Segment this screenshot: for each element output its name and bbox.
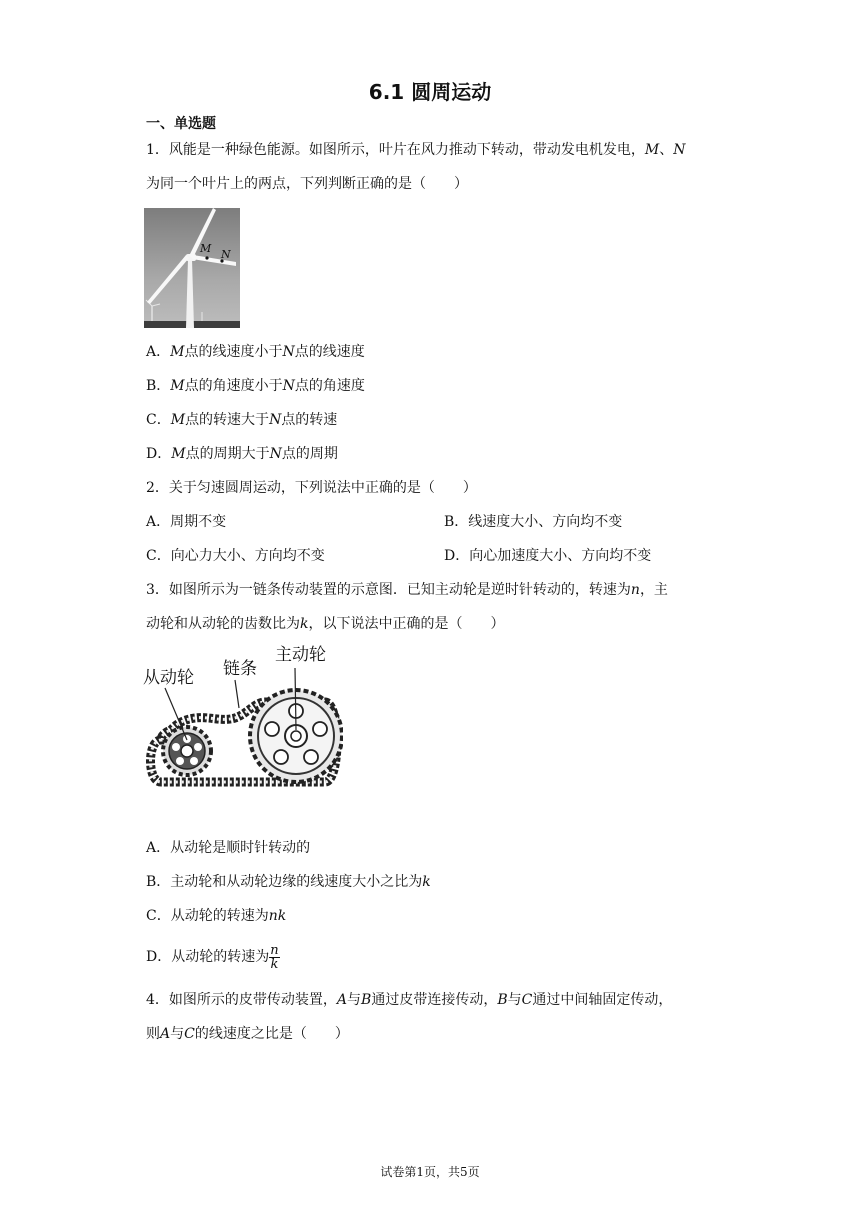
var-m: M: [170, 378, 185, 394]
var-n: N: [673, 142, 686, 158]
option-text: 点的转速大于: [185, 412, 270, 428]
option-text: C．从动轮的转速为: [146, 908, 269, 924]
q1-option-a[interactable]: [146, 342, 365, 362]
q1-option-c[interactable]: [146, 410, 337, 430]
chain-drive-figure: [143, 640, 343, 792]
q4-stem-text: 通过中间轴固定传动，: [532, 992, 673, 1008]
option-text: 点的线速度小于: [184, 344, 283, 360]
q1-stem-line1: [146, 140, 686, 160]
q3-stem-text: 3．如图所示为一链条传动装置的示意图．已知主动轮是逆时针转动的，转速为: [146, 582, 631, 598]
q4-stem-text: 与: [170, 1026, 185, 1042]
q1-stem-line2: 为同一个叶片上的两点，下列判断正确的是（ ）: [146, 176, 468, 192]
fraction-n-over-k: [269, 944, 279, 971]
var-a: A: [336, 992, 348, 1008]
q3-option-d[interactable]: [146, 942, 280, 972]
var-n: N: [282, 344, 295, 360]
q4-stem-text: 4．如图所示的皮带传动装置，: [146, 992, 337, 1008]
q3-stem-line1: [146, 580, 668, 600]
q4-stem-text: 与: [347, 992, 362, 1008]
q4-stem-text: 通过皮带连接传动，: [371, 992, 498, 1008]
var-m: M: [644, 142, 660, 158]
q2-option-a[interactable]: A．周期不变: [146, 514, 227, 530]
section-heading: 一、单选题: [146, 116, 216, 132]
option-text: D．从动轮的转速为: [146, 949, 270, 965]
label-m: M: [200, 242, 212, 255]
option-text: 点的转速: [281, 412, 338, 428]
q3-stem-text: 动轮和从动轮的齿数比为: [146, 616, 300, 632]
separator: 、: [659, 142, 674, 158]
var-n: N: [269, 412, 282, 428]
option-text: 点的周期: [281, 446, 338, 462]
var-n: N: [269, 446, 282, 462]
q4-stem-line1: [146, 990, 672, 1010]
var-n: N: [282, 378, 295, 394]
var-c: C: [521, 992, 533, 1008]
option-letter: A．: [146, 344, 171, 360]
var-m: M: [170, 344, 185, 360]
option-letter: D．: [146, 446, 172, 462]
var-a: A: [160, 1026, 171, 1042]
var-m: M: [171, 446, 186, 462]
q4-stem-text: 的线速度之比是（ ）: [194, 1026, 349, 1042]
label-n: N: [221, 248, 231, 261]
page-footer: 试卷第1页，共5页: [380, 1165, 480, 1179]
var-nk: nk: [268, 908, 287, 924]
q3-stem-text: ，主: [639, 582, 668, 598]
q4-stem-line2: [146, 1024, 349, 1044]
q3-option-b[interactable]: [146, 872, 431, 892]
q3-option-a[interactable]: A．从动轮是顺时针转动的: [146, 840, 311, 856]
fraction-denominator: k: [270, 956, 279, 972]
option-text: 点的线速度: [294, 344, 365, 360]
q4-stem-text: 与: [507, 992, 522, 1008]
q1-option-d[interactable]: [146, 444, 338, 464]
q1-option-b[interactable]: [146, 376, 365, 396]
var-k: k: [422, 874, 431, 890]
q2-stem: 2．关于匀速圆周运动，下列说法中正确的是（ ）: [146, 480, 477, 496]
q2-option-c[interactable]: C．向心力大小、方向均不变: [146, 548, 325, 564]
var-k: k: [300, 616, 309, 632]
wind-turbine-figure: [144, 208, 240, 328]
var-n: n: [630, 582, 640, 598]
option-letter: C．: [146, 412, 171, 428]
label-driver-wheel: 主动轮: [275, 645, 326, 665]
option-text: B．主动轮和从动轮边缘的线速度大小之比为: [146, 874, 423, 890]
label-chain: 链条: [223, 659, 257, 679]
q3-stem-text: ，以下说法中正确的是（ ）: [308, 616, 505, 632]
option-text: 点的角速度: [294, 378, 365, 394]
fraction-numerator: n: [270, 942, 279, 958]
q4-stem-text: 则: [146, 1026, 160, 1042]
option-text: 点的角速度小于: [184, 378, 283, 394]
var-m: M: [170, 412, 186, 428]
var-b: B: [497, 992, 508, 1008]
var-c: C: [184, 1026, 195, 1042]
option-text: 点的周期大于: [185, 446, 270, 462]
q3-option-c[interactable]: [146, 906, 286, 926]
label-driven-wheel: 从动轮: [143, 668, 194, 688]
q3-stem-line2: [146, 614, 504, 634]
q2-option-d[interactable]: D．向心加速度大小、方向均不变: [444, 548, 652, 564]
q2-option-b[interactable]: B．线速度大小、方向均不变: [444, 514, 623, 530]
q1-stem-text: 1．风能是一种绿色能源。如图所示，叶片在风力推动下转动，带动发电机发电，: [146, 142, 645, 158]
var-b: B: [361, 992, 372, 1008]
page-title: 6.1 圆周运动: [368, 80, 492, 104]
option-letter: B．: [146, 378, 171, 394]
